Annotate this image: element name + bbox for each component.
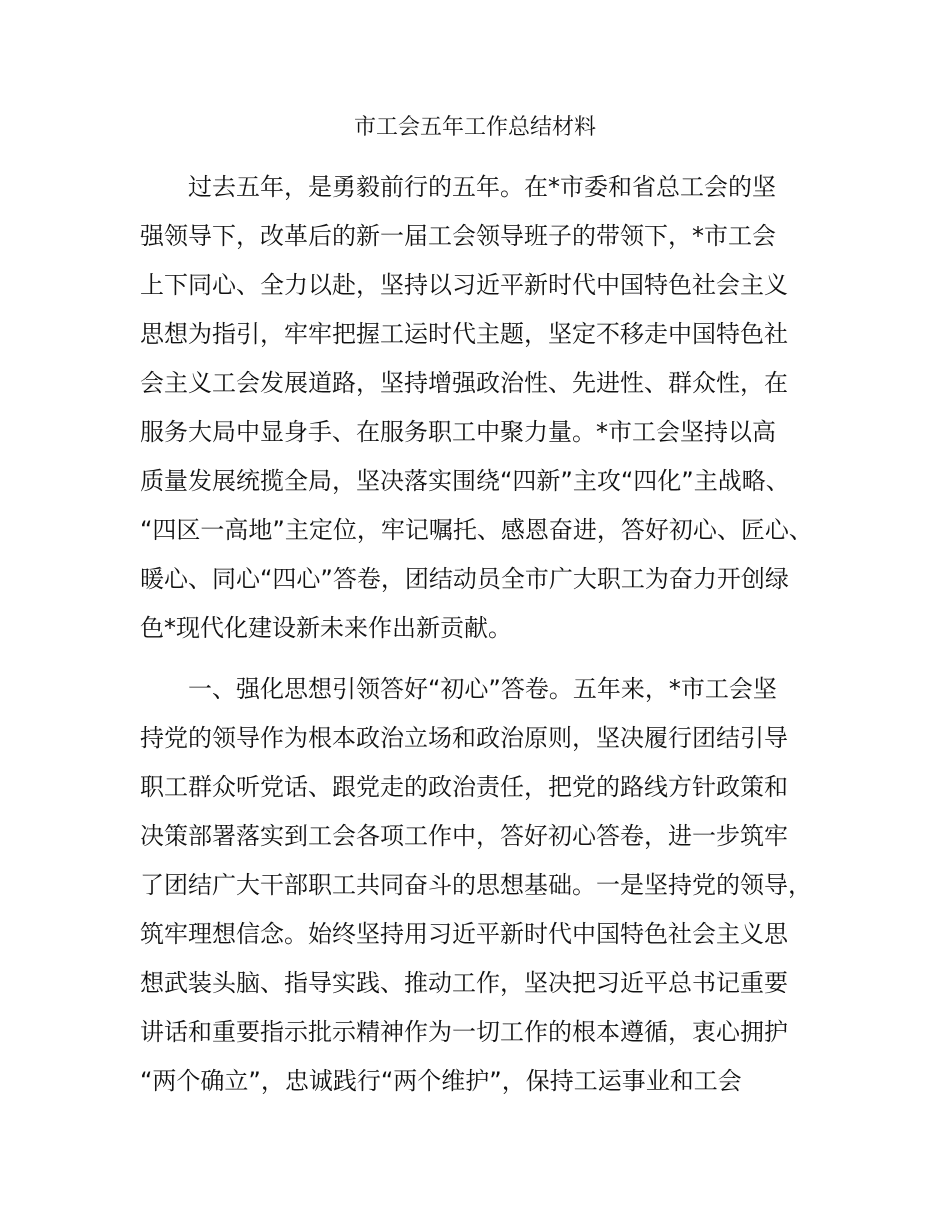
paragraph-1-line: 强领导下，改革后的新一届工会领导班子的带领下，*市工会 — [140, 222, 776, 250]
paragraph-1-line: 上下同心、全力以赴，坚持以习近平新时代中国特色社会主义 — [140, 271, 788, 299]
paragraph-1-line: 暖心、同心“四心”答卷，团结动员全市广大职工为奋力开创绿 — [140, 565, 789, 593]
paragraph-1-line: “四区一高地”主定位，牢记嘱托、感恩奋进，答好初心、匠心、 — [140, 516, 813, 544]
paragraph-1-line: 服务大局中显身手、在服务职工中聚力量。*市工会坚持以高 — [140, 418, 776, 446]
paragraph-2-line: 持党的领导作为根本政治立场和政治原则，坚决履行团结引导 — [140, 724, 788, 752]
paragraph-2-line: 职工群众听党话、跟党走的政治责任，把党的路线方针政策和 — [140, 773, 788, 801]
paragraph-2-line: “两个确立”，忠诚践行“两个维护”，保持工运事业和工会 — [140, 1067, 742, 1095]
paragraph-1-line: 思想为指引，牢牢把握工运时代主题，坚定不移走中国特色社 — [140, 320, 788, 348]
document-title: 市工会五年工作总结材料 — [353, 115, 596, 140]
paragraph-1-line: 色*现代化建设新未来作出新贡献。 — [140, 614, 512, 642]
paragraph-2-line: 讲话和重要指示批示精神作为一切工作的根本遵循，衷心拥护 — [140, 1018, 788, 1046]
paragraph-1-line: 质量发展统揽全局，坚决落实围绕“四新”主攻“四化”主战略、 — [140, 467, 790, 495]
paragraph-2-line: 决策部署落实到工会各项工作中，答好初心答卷，进一步筑牢 — [140, 822, 788, 850]
paragraph-1-line: 会主义工会发展道路，坚持增强政治性、先进性、群众性，在 — [140, 369, 788, 397]
paragraph-2-line: 了团结广大干部职工共同奋斗的思想基础。一是坚持党的领导， — [140, 871, 812, 899]
paragraph-2-line: 一、强化思想引领答好“初心”答卷。五年来，*市工会坚 — [188, 675, 777, 703]
paragraph-2-line: 想武装头脑、指导实践、推动工作，坚决把习近平总书记重要 — [140, 969, 788, 997]
paragraph-1-line: 过去五年，是勇毅前行的五年。在*市委和省总工会的坚 — [188, 173, 776, 201]
paragraph-2-line: 筑牢理想信念。始终坚持用习近平新时代中国特色社会主义思 — [140, 920, 788, 948]
